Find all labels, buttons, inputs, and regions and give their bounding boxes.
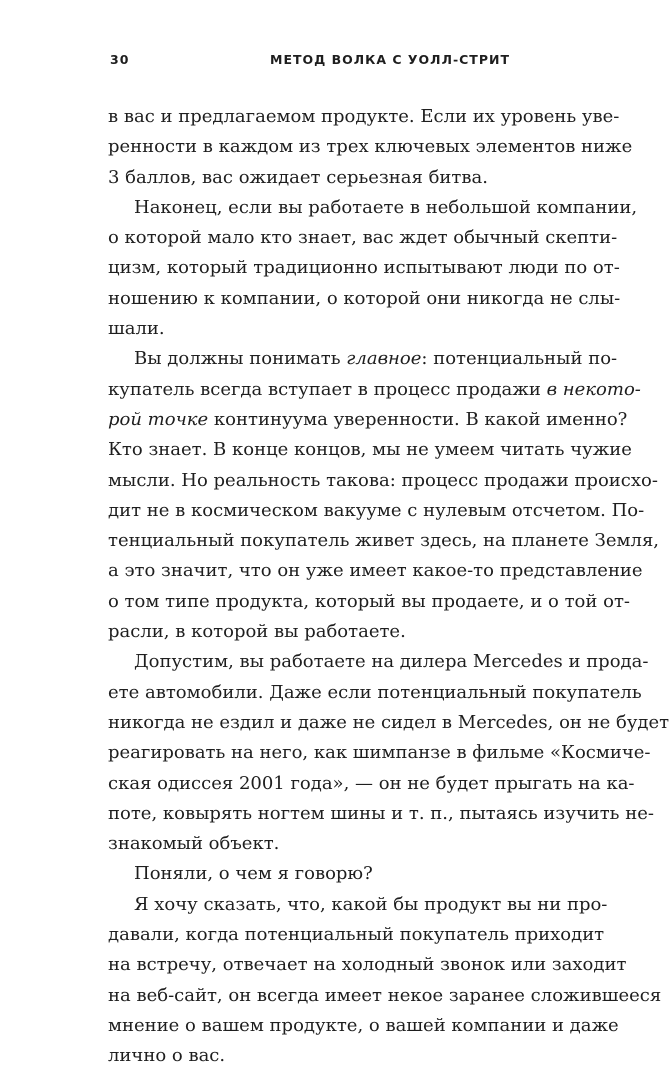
- text-line: мнение о вашем продукте, о вашей компании и даже: [108, 1014, 619, 1036]
- page-number: 30: [110, 52, 130, 67]
- text-line: Допустим, вы работаете на дилера Mercedes и прода-: [134, 651, 649, 673]
- text-line: 3 баллов, вас ожидает серьезная битва.: [108, 166, 488, 188]
- text-line: Кто знает. В конце концов, мы не умеем читать чужие: [108, 439, 632, 461]
- text-line: давали, когда потенциальный покупатель приходит: [108, 924, 605, 946]
- text-line: Наконец, если вы работаете в небольшой компании,: [134, 196, 638, 218]
- page-header: [0, 52, 672, 72]
- text-line: [108, 405, 628, 435]
- emphasis-text: в некото-: [546, 378, 641, 400]
- text-line: реагировать на него, как шимпанзе в фильме «Космиче-: [108, 742, 651, 764]
- text-line: на встречу, отвечает на холодный звонок или заходит: [108, 954, 627, 976]
- text-run: континуума уверенности. В какой именно?: [208, 408, 628, 430]
- text-line: [108, 375, 641, 405]
- text-run: Вы должны понимать: [134, 348, 347, 370]
- text-line: ская одиссея 2001 года», — он не будет прыгать на ка-: [108, 772, 635, 794]
- text-line: цизм, который традиционно испытывают люди по от-: [108, 257, 620, 279]
- text-line: о том типе продукта, который вы продаете, и о той от-: [108, 590, 630, 612]
- text-run: купатель всегда вступает в процесс продажи: [108, 378, 547, 400]
- text-line: [108, 344, 618, 374]
- text-line: мысли. Но реальность такова: процесс продажи происхо-: [108, 469, 658, 491]
- text-line: дит не в космическом вакууме с нулевым отсчетом. По-: [108, 499, 645, 521]
- text-line: Я хочу сказать, что, какой бы продукт вы ни про-: [134, 893, 608, 915]
- emphasis-text: главное: [346, 348, 422, 370]
- emphasis-text: рой точке: [108, 408, 209, 430]
- text-line: знакомый объект.: [108, 833, 280, 855]
- text-line: о которой мало кто знает, вас ждет обычный скепти-: [108, 227, 618, 249]
- text-run: : потенциальный по-: [421, 348, 618, 370]
- text-line: ренности в каждом из трех ключевых элементов ниже: [108, 136, 633, 158]
- text-line: лично о вас.: [108, 1045, 226, 1067]
- text-line: никогда не ездил и даже не сидел в Mercedes, он не будет: [108, 711, 670, 733]
- text-line: ношению к компании, о которой они никогда не слы-: [108, 287, 621, 309]
- text-line: на веб-сайт, он всегда имеет некое заранее сложившееся: [108, 984, 662, 1006]
- body-text: [108, 102, 670, 1072]
- text-line: Поняли, о чем я говорю?: [134, 863, 373, 885]
- text-line: ете автомобили. Даже если потенциальный покупатель: [108, 681, 642, 703]
- text-line: поте, ковырять ногтем шины и т. п., пытаясь изучить не-: [108, 802, 654, 824]
- text-line: тенциальный покупатель живет здесь, на планете Земля,: [108, 530, 660, 552]
- text-line: а это значит, что он уже имеет какое-то представление: [108, 560, 643, 582]
- text-line: шали.: [108, 318, 165, 340]
- text-line: в вас и предлагаемом продукте. Если их уровень уве-: [108, 106, 620, 127]
- text-line: расли, в которой вы работаете.: [108, 621, 406, 643]
- running-head: МЕТОД ВОЛКА С УОЛЛ-СТРИТ: [270, 52, 510, 67]
